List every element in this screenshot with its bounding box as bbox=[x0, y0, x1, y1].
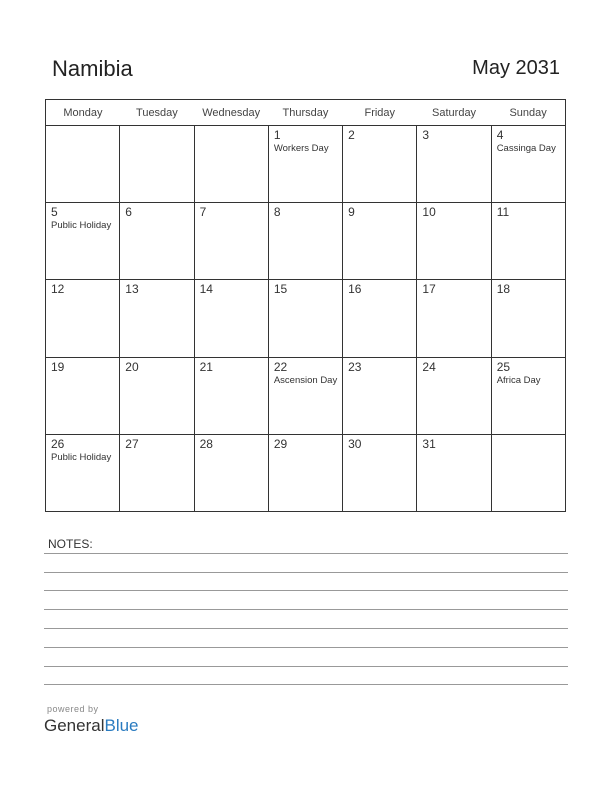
day-number: 10 bbox=[422, 205, 436, 220]
day-number: 7 bbox=[199, 205, 207, 220]
day-cell bbox=[417, 357, 491, 434]
day-cell bbox=[120, 280, 194, 357]
weekday-header: Monday bbox=[46, 100, 120, 126]
weekday-header: Wednesday bbox=[194, 100, 268, 126]
day-cell bbox=[268, 357, 342, 434]
week-row bbox=[46, 280, 566, 357]
day-number: 3 bbox=[422, 128, 430, 142]
day-number: 8 bbox=[273, 205, 281, 220]
day-number: 22 bbox=[273, 359, 288, 374]
day-cell bbox=[343, 434, 417, 511]
day-number: 16 bbox=[348, 282, 362, 297]
week-row bbox=[46, 357, 566, 434]
day-number: 29 bbox=[273, 436, 288, 451]
day-cell bbox=[120, 203, 194, 280]
holiday-label: Ascension Day bbox=[273, 374, 338, 386]
note-line bbox=[44, 666, 568, 667]
week-row bbox=[46, 203, 566, 280]
powered-by-text: powered by bbox=[47, 704, 99, 714]
day-number: 13 bbox=[125, 282, 139, 297]
day-cell bbox=[417, 126, 491, 203]
day-number: 17 bbox=[422, 282, 436, 297]
note-line bbox=[44, 684, 568, 685]
weekday-header: Saturday bbox=[417, 100, 491, 126]
day-number: 11 bbox=[496, 205, 510, 220]
weekday-header-row bbox=[46, 100, 566, 126]
day-number: 5 bbox=[51, 205, 58, 220]
day-number: 20 bbox=[125, 359, 139, 374]
day-number: 30 bbox=[348, 436, 362, 451]
notes-label: NOTES: bbox=[48, 537, 93, 551]
day-cell bbox=[46, 203, 120, 280]
day-cell bbox=[120, 126, 194, 203]
day-cell bbox=[46, 126, 120, 203]
day-cell bbox=[268, 126, 342, 203]
day-number: 26 bbox=[51, 436, 65, 451]
day-number: 4 bbox=[496, 128, 504, 142]
day-cell bbox=[46, 280, 120, 357]
day-cell bbox=[46, 434, 120, 511]
holiday-label: Cassinga Day bbox=[496, 143, 556, 154]
day-cell bbox=[491, 203, 565, 280]
day-cell bbox=[417, 203, 491, 280]
day-number: 31 bbox=[422, 436, 436, 451]
month-year-title: May 2031 bbox=[472, 57, 560, 79]
day-number: 25 bbox=[496, 359, 511, 374]
generalblue-logo bbox=[44, 716, 139, 736]
weekday-header: Tuesday bbox=[120, 100, 194, 126]
day-cell bbox=[343, 203, 417, 280]
day-number: 1 bbox=[273, 128, 281, 142]
day-number: 2 bbox=[348, 128, 355, 142]
day-cell bbox=[491, 280, 565, 357]
week-row bbox=[46, 126, 566, 203]
holiday-label: Public Holiday bbox=[51, 220, 112, 232]
day-cell bbox=[491, 357, 565, 434]
note-line bbox=[44, 572, 568, 573]
day-cell bbox=[417, 434, 491, 511]
day-cell bbox=[194, 280, 268, 357]
note-line bbox=[44, 647, 568, 648]
brand-blue: Blue bbox=[104, 716, 139, 735]
note-line bbox=[44, 609, 568, 610]
day-number: 24 bbox=[422, 359, 436, 374]
day-number: 6 bbox=[125, 205, 132, 220]
week-row bbox=[46, 434, 566, 511]
weekday-header: Friday bbox=[343, 100, 417, 126]
day-number: 19 bbox=[51, 359, 65, 374]
calendar-grid bbox=[45, 99, 566, 512]
day-cell bbox=[194, 434, 268, 511]
day-cell bbox=[194, 203, 268, 280]
holiday-label: Workers Day bbox=[273, 143, 329, 154]
day-cell bbox=[343, 126, 417, 203]
day-number: 14 bbox=[199, 282, 213, 297]
day-cell bbox=[491, 126, 565, 203]
note-line bbox=[44, 628, 568, 629]
holiday-label: Africa Day bbox=[496, 374, 541, 386]
note-line bbox=[44, 553, 568, 554]
day-cell bbox=[268, 203, 342, 280]
day-cell bbox=[343, 357, 417, 434]
day-cell bbox=[343, 280, 417, 357]
country-title: Namibia bbox=[52, 56, 133, 81]
day-cell bbox=[194, 126, 268, 203]
day-cell bbox=[120, 434, 194, 511]
day-cell bbox=[268, 434, 342, 511]
day-number: 15 bbox=[273, 282, 288, 297]
day-number: 18 bbox=[496, 282, 511, 297]
day-cell bbox=[417, 280, 491, 357]
day-number: 21 bbox=[199, 359, 213, 374]
day-number: 28 bbox=[199, 436, 213, 451]
day-cell bbox=[268, 280, 342, 357]
brand-general: General bbox=[44, 716, 105, 735]
day-number: 27 bbox=[125, 436, 139, 451]
day-number: 23 bbox=[348, 359, 362, 374]
weekday-header: Thursday bbox=[268, 100, 342, 126]
note-line bbox=[44, 590, 568, 591]
day-number: 12 bbox=[51, 282, 65, 297]
weekday-header: Sunday bbox=[491, 100, 565, 126]
day-cell bbox=[194, 357, 268, 434]
day-number: 9 bbox=[348, 205, 355, 220]
day-cell bbox=[491, 434, 565, 511]
day-cell bbox=[46, 357, 120, 434]
day-cell bbox=[120, 357, 194, 434]
holiday-label: Public Holiday bbox=[51, 451, 112, 463]
